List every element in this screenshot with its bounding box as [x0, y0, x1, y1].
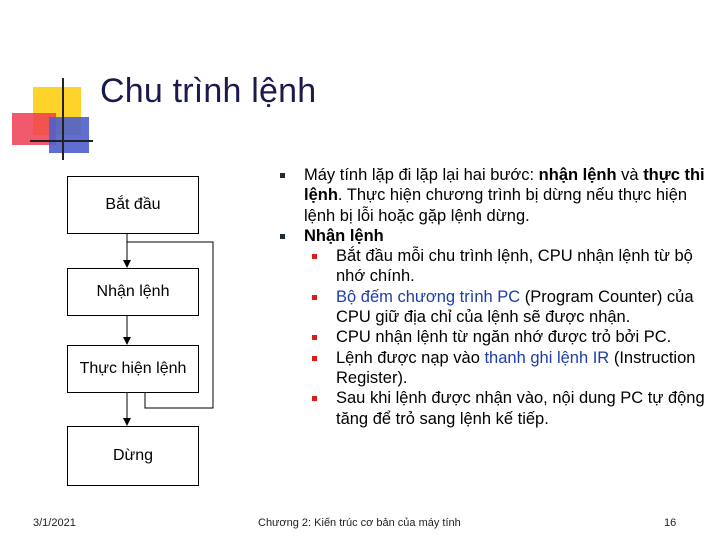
sub4-highlight: thanh ghi lệnh IR	[484, 348, 610, 367]
flow-execute-label: Thực hiện lệnh	[79, 360, 187, 377]
sub-item-fetch-from-memory	[280, 327, 710, 347]
item1-bold-fetch: nhận lệnh	[538, 166, 617, 184]
slide-title: Chu trình lệnh	[100, 72, 317, 110]
flow-stop-box	[67, 426, 199, 486]
bullet-item-fetch	[280, 226, 710, 246]
flow-start-label: Bắt đầu	[105, 196, 161, 213]
flow-stop-label: Dừng	[112, 447, 154, 464]
footer-chapter: Chương 2: Kiến trúc cơ bản của máy tính	[258, 517, 461, 529]
item1-bold-execute: thực thi lệnh	[304, 166, 705, 205]
flow-execute-box	[67, 345, 199, 393]
sub5-text: Sau khi lệnh được nhận vào, nội dung PC tự động tăng để trỏ sang lệnh kế tiếp.	[336, 389, 705, 428]
red-square-bullet-icon	[312, 335, 317, 340]
red-square-bullet-icon	[312, 396, 317, 401]
square-bullet-icon	[280, 234, 285, 239]
sub2-text: (Program Counter) của CPU giữ địa chỉ của lệnh sẽ được nhận.	[336, 287, 694, 327]
item1-text-a: Máy tính lặp đi lặp lại hai bước:	[304, 166, 539, 184]
item2-heading: Nhận lệnh	[304, 226, 384, 245]
sub-item-start-cycle	[280, 246, 710, 287]
sub-item-pc-increment	[280, 388, 710, 429]
red-square-bullet-icon	[312, 295, 317, 300]
footer-page-number: 16	[664, 517, 677, 529]
item1-text-b: và	[616, 166, 644, 184]
red-square-bullet-icon	[312, 254, 317, 259]
bullet-item-cycle	[280, 165, 710, 226]
sub2-highlight: Bộ đếm chương trình PC	[336, 287, 521, 306]
flow-fetch-box	[67, 268, 199, 316]
flow-fetch-label: Nhận lệnh	[96, 283, 170, 300]
sub-item-program-counter	[280, 287, 710, 328]
sub-item-instruction-register	[280, 348, 710, 389]
sub3-text: CPU nhận lệnh từ ngăn nhớ được trỏ bởi PC.	[336, 328, 672, 347]
flow-start-box	[67, 176, 199, 234]
footer-date: 3/1/2021	[33, 517, 76, 529]
slide-content	[280, 165, 710, 429]
red-square-bullet-icon	[312, 356, 317, 361]
item1-text-c: . Thực hiện chương trình bị dừng nếu thực hiện lệnh bị lỗi hoặc gặp lệnh dừng.	[304, 186, 688, 225]
sub4-text: Lệnh được nạp vào	[336, 348, 485, 367]
sub4-tail: (Instruction Register).	[336, 348, 696, 387]
square-bullet-icon	[280, 173, 285, 178]
sub1-text: Bắt đầu mỗi chu trình lệnh, CPU nhận lệnh từ bộ nhớ chính.	[336, 247, 693, 286]
